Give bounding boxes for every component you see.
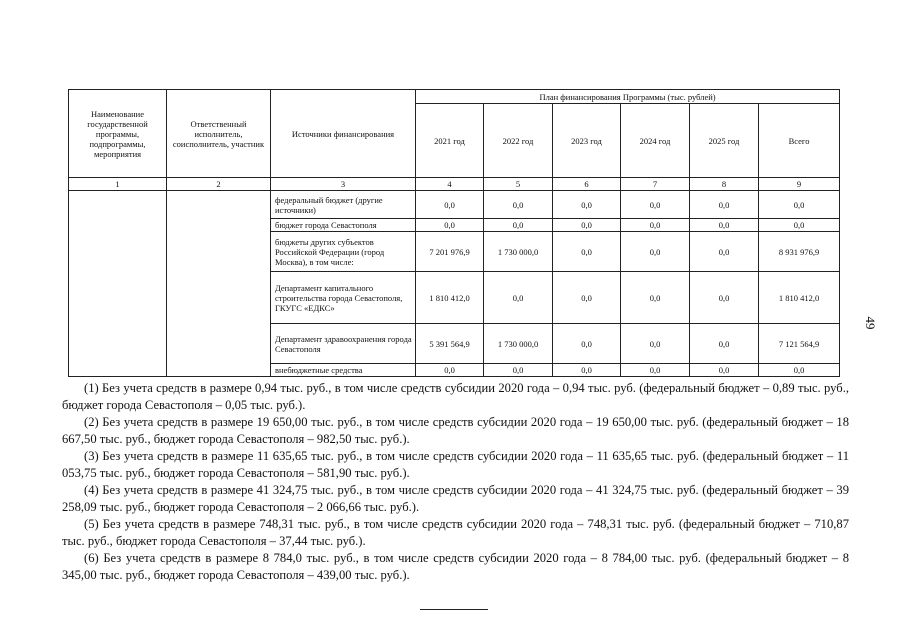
column-number: 1: [69, 178, 167, 191]
value-cell: 1 810 412,0: [416, 272, 484, 324]
value-cell: 0,0: [690, 364, 759, 377]
value-cell: 0,0: [553, 324, 621, 364]
value-cell: 0,0: [416, 364, 484, 377]
value-cell: 0,0: [553, 232, 621, 272]
value-cell: 0,0: [621, 232, 690, 272]
column-number: 2: [167, 178, 271, 191]
value-cell: 0,0: [553, 191, 621, 219]
value-cell: 0,0: [484, 272, 553, 324]
header-total: Всего: [759, 104, 840, 178]
program-name-cell: [69, 191, 167, 377]
column-number: 7: [621, 178, 690, 191]
header-year: 2025 год: [690, 104, 759, 178]
value-cell: 0,0: [690, 272, 759, 324]
value-cell: 7 121 564,9: [759, 324, 840, 364]
financing-table: [68, 89, 840, 377]
value-cell: 0,0: [416, 191, 484, 219]
value-cell: 0,0: [484, 364, 553, 377]
value-cell: 0,0: [484, 219, 553, 232]
header-year: 2022 год: [484, 104, 553, 178]
value-cell: 0,0: [621, 324, 690, 364]
source-cell: бюджеты других субъектов Российской Федерации (город Москва), в том числе:: [271, 232, 416, 272]
value-cell: 5 391 564,9: [416, 324, 484, 364]
value-cell: 0,0: [759, 191, 840, 219]
footnote: (1) Без учета средств в размере 0,94 тыс. руб., в том числе средств субсидии 2020 года – 0,94 тыс. руб. (федеральный бюджет – 0,89 тыс. руб., бюджет города Севастополя – 0,05 тыс. руб.).: [62, 381, 849, 412]
header-year: 2024 год: [621, 104, 690, 178]
footnote: (2) Без учета средств в размере 19 650,00 тыс. руб., в том числе средств субсидии 2020 года – 19 650,00 тыс. руб. (федеральный бюджет – 18 667,50 тыс. руб., бюджет города Севастополя – 982,50 тыс. руб.).: [62, 415, 849, 446]
header-year: 2023 год: [553, 104, 621, 178]
header-year: 2021 год: [416, 104, 484, 178]
value-cell: 7 201 976,9: [416, 232, 484, 272]
value-cell: 8 931 976,9: [759, 232, 840, 272]
value-cell: 0,0: [759, 219, 840, 232]
column-number: 4: [416, 178, 484, 191]
source-cell: внебюджетные средства: [271, 364, 416, 377]
footer-divider: [420, 609, 488, 610]
value-cell: 0,0: [621, 191, 690, 219]
executor-cell: [167, 191, 271, 377]
value-cell: 0,0: [553, 272, 621, 324]
value-cell: 1 730 000,0: [484, 232, 553, 272]
page-number: 49: [863, 316, 878, 330]
footnote: (3) Без учета средств в размере 11 635,65 тыс. руб., в том числе средств субсидии 2020 года – 11 635,65 тыс. руб. (федеральный бюджет – 11 053,75 тыс. руб., бюджет города Севастополя – 581,90 тыс. руб.).: [62, 449, 849, 480]
column-number: 9: [759, 178, 840, 191]
value-cell: 0,0: [484, 191, 553, 219]
value-cell: 0,0: [690, 324, 759, 364]
column-number: 8: [690, 178, 759, 191]
value-cell: 0,0: [690, 232, 759, 272]
header-sources: Источники финансирования: [271, 90, 416, 178]
value-cell: 0,0: [553, 219, 621, 232]
source-cell: федеральный бюджет (другие источники): [271, 191, 416, 219]
header-program-name: Наименование государственной программы, подпрограммы, мероприятия: [69, 90, 167, 178]
header-executor: Ответственный исполнитель, соисполнитель, участник: [167, 90, 271, 178]
header-plan-title: План финансирования Программы (тыс. рублей): [416, 90, 840, 104]
footnotes: [62, 380, 849, 584]
footnote: (5) Без учета средств в размере 748,31 тыс. руб., в том числе средств субсидии 2020 года – 748,31 тыс. руб. (федеральный бюджет – 710,87 тыс. руб., бюджет города Севастополя – 37,44 тыс. руб.).: [62, 517, 849, 548]
value-cell: 0,0: [690, 219, 759, 232]
column-number: 5: [484, 178, 553, 191]
column-number-row: [69, 178, 840, 191]
value-cell: 0,0: [759, 364, 840, 377]
value-cell: 1 810 412,0: [759, 272, 840, 324]
value-cell: 0,0: [621, 272, 690, 324]
value-cell: 0,0: [553, 364, 621, 377]
source-cell: Департамент здравоохранения города Севастополя: [271, 324, 416, 364]
column-number: 6: [553, 178, 621, 191]
source-cell: бюджет города Севастополя: [271, 219, 416, 232]
value-cell: 0,0: [690, 191, 759, 219]
footnote: (4) Без учета средств в размере 41 324,75 тыс. руб., в том числе средств субсидии 2020 года – 41 324,75 тыс. руб. (федеральный бюджет – 39 258,09 тыс. руб., бюджет города Севастополя – 2 066,66 тыс. руб.).: [62, 483, 849, 514]
value-cell: 0,0: [416, 219, 484, 232]
source-cell: Департамент капитального строительства города Севастополя, ГКУГС «ЕДКС»: [271, 272, 416, 324]
column-number: 3: [271, 178, 416, 191]
value-cell: 0,0: [621, 219, 690, 232]
footnote: (6) Без учета средств в размере 8 784,0 тыс. руб., в том числе средств субсидии 2020 года – 8 784,00 тыс. руб. (федеральный бюджет – 8 345,00 тыс. руб., бюджет города Севастополя – 439,00 тыс. руб.).: [62, 551, 849, 582]
value-cell: 0,0: [621, 364, 690, 377]
value-cell: 1 730 000,0: [484, 324, 553, 364]
table-row: [69, 191, 840, 219]
